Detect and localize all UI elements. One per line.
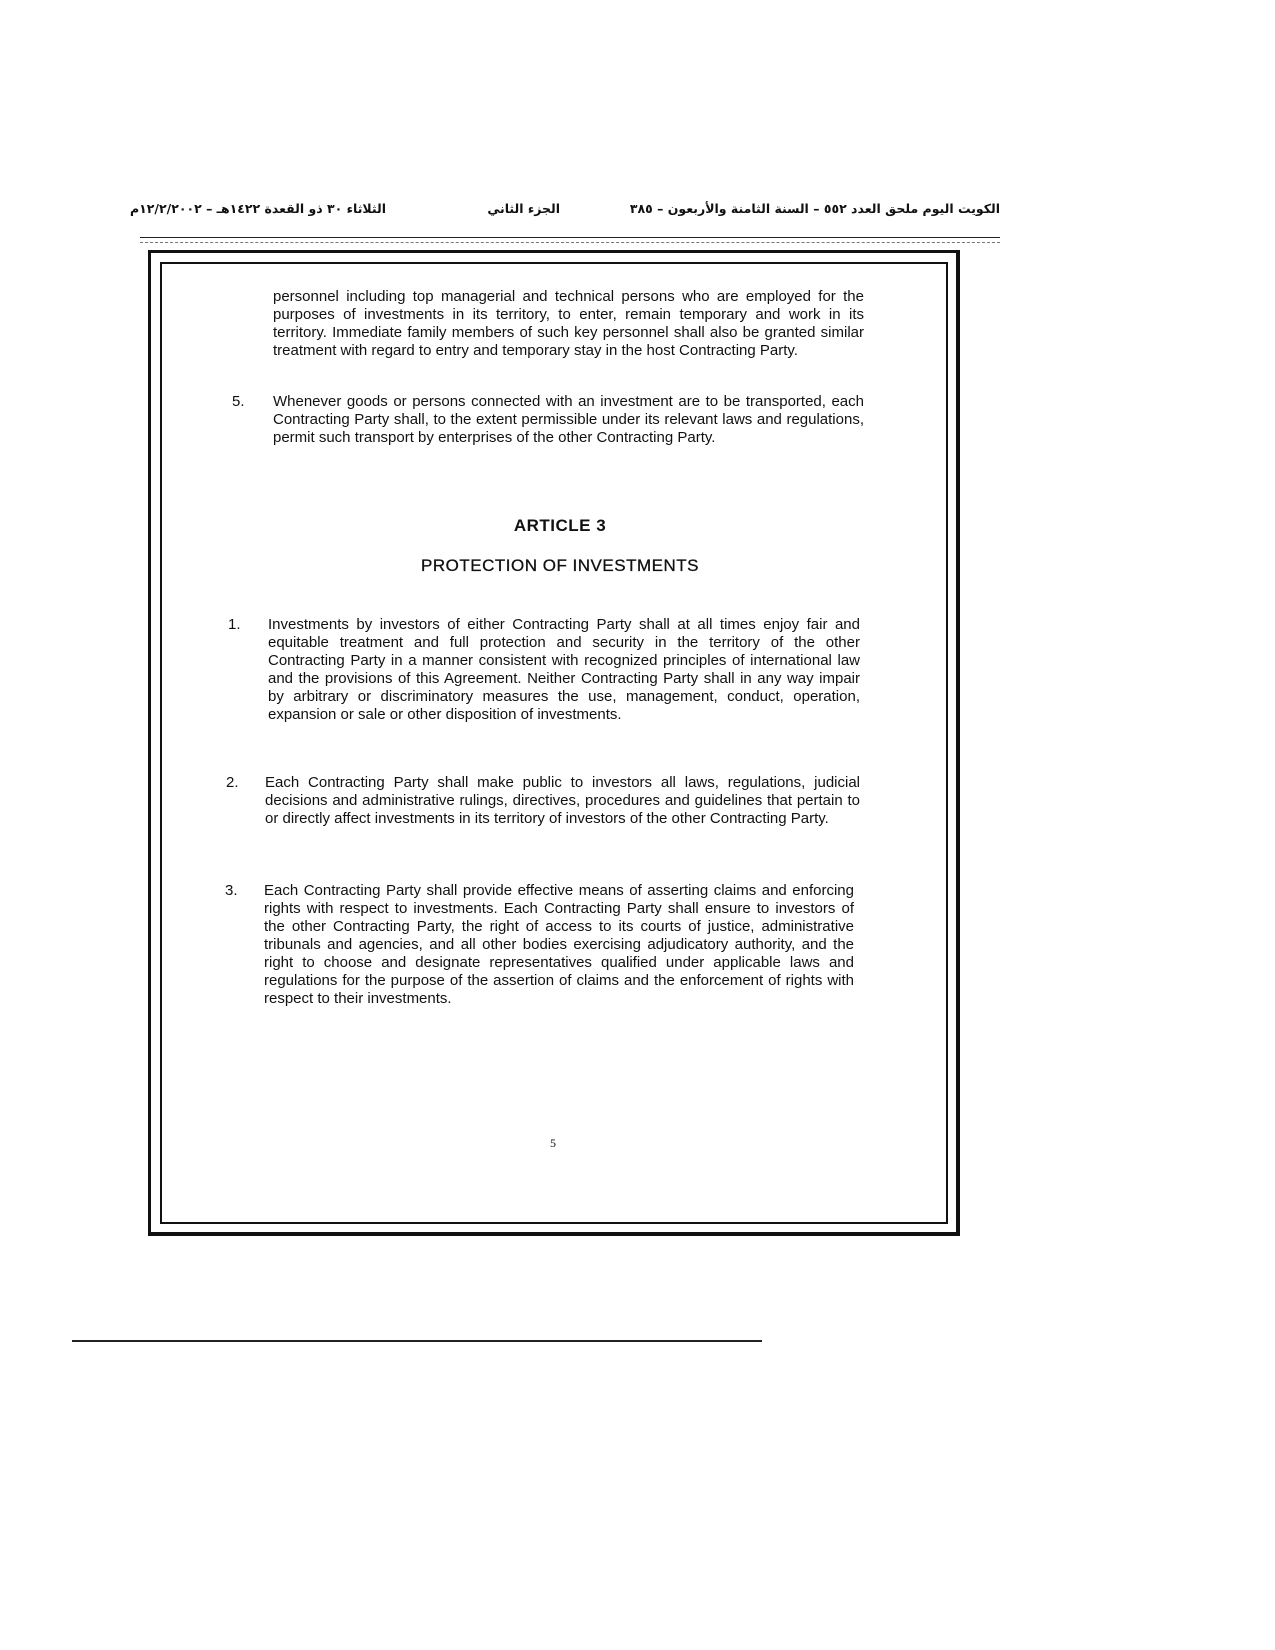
footer-rule [72,1340,762,1342]
paragraph-3-number: 3. [225,882,238,899]
paragraph-2-number: 2. [226,774,239,791]
paragraph-3-text: Each Contracting Party shall provide effective means of asserting claims and enforcing rights with respect to investments. Each Contracting Party shall ensure to investors of the other Contracting Party, the right of access to its courts of justice, administrative tribunals and agencies, and all other bodies exercising adjudicatory authority, and the right to choose and designate representatives qualified under applicable laws and regulations for the purpose of the assertion of claims and the enforcement of rights with respect to their investments. [264,882,854,1007]
header-date: الثلاثاء ٣٠ ذو القعدة ١٤٢٢هـ – ١٢/٢/٢٠٠٢م [130,201,386,216]
article-title: ARTICLE 3 [513,516,607,535]
header-issue-info: الكويت اليوم ملحق العدد ٥٥٢ – السنة الثامنة والأربعون – ٣٨٥ [629,201,1000,216]
item-5-text: Whenever goods or persons connected with an investment are to be transported, each Contracting Party shall, to the extent permissible under its relevant laws and regulations, permit such transport by enterprises of the other Contracting Party. [273,393,864,446]
paragraph-2-text: Each Contracting Party shall make public to investors all laws, regulations, judicial decisions and administrative rulings, directives, procedures and guidelines that pertain to or directly affect investments in its territory of investors of the other Contracting Party. [265,774,860,827]
page-number: 5 [550,1136,556,1150]
intro-paragraph: personnel including top managerial and technical persons who are employed for the purposes of investments in its territory, to enter, remain temporary and work in its territory. Immediate family members of such key personnel shall also be granted similar treatment with regard to entry and temporary stay in the host Contracting Party. [273,288,864,359]
paragraph-1-text: Investments by investors of either Contracting Party shall at all times enjoy fair and equitable treatment and full protection and security in the territory of the other Contracting Party in a manner consistent with recognized principles of international law and the provisions of this Agreement. Neither Contracting Party shall in any way impair by arbitrary or discriminatory measures the use, management, conduct, operation, expansion or sale or other disposition of investments. [268,616,860,723]
header-divider-dashed [140,242,1000,243]
header-divider [140,237,1000,238]
article-subtitle: PROTECTION OF INVESTMENTS [421,556,699,575]
gazette-header [130,198,1000,222]
header-part-label: الجزء الثاني [487,201,560,216]
item-5-number: 5. [232,393,245,410]
paragraph-1-number: 1. [228,616,241,633]
